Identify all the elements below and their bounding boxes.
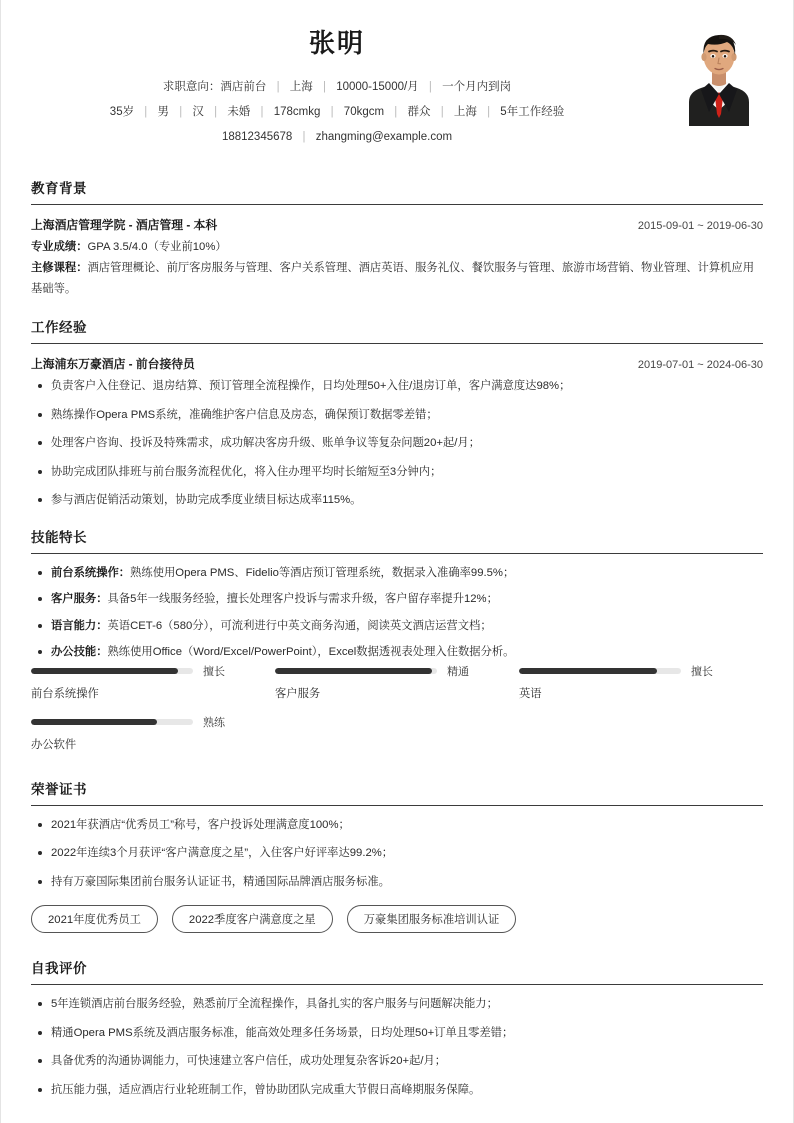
skill-track xyxy=(275,668,437,674)
education-gpa-label: 专业成绩： xyxy=(31,241,88,254)
honor-tag[interactable]: 万豪集团服务标准培训认证 xyxy=(347,905,517,933)
separator-icon: | xyxy=(179,105,183,118)
work-bullet-list xyxy=(31,378,763,510)
honor-tag[interactable]: 2021年度优秀员工 xyxy=(31,905,158,933)
skill-track xyxy=(31,668,193,674)
separator-icon: | xyxy=(440,105,444,118)
section-title-work: 工作经验 xyxy=(31,320,87,336)
list-item: 精通Opera PMS系统及酒店服务标准，能高效处理多任务场景，日均处理50+订单且零差错； xyxy=(31,1025,763,1043)
header-text-block xyxy=(31,28,763,149)
honor-tag[interactable]: 2022季度客户满意度之星 xyxy=(172,905,333,933)
phone-number: 18812345678 xyxy=(221,130,293,143)
skill-bullet-label: 前台系统操作： xyxy=(51,566,131,579)
skill-bar-grid xyxy=(31,664,763,766)
section-divider xyxy=(31,984,763,985)
skill-name-label: 英语 xyxy=(518,687,542,700)
skill-fill xyxy=(31,719,157,725)
skill-bullet-text: 熟练使用Office（Word/Excel/PowerPoint），Excel数据透视表处理入住数据分析。 xyxy=(107,646,515,659)
skill-bar-cell xyxy=(31,664,275,701)
page-title: 张明 xyxy=(308,28,365,58)
section-honors xyxy=(1,778,793,942)
skills-bullet-list xyxy=(31,565,763,662)
section-divider xyxy=(31,204,763,205)
personal-item-4: 178cmkg xyxy=(273,105,321,118)
honors-bullet-list xyxy=(31,817,763,892)
section-divider xyxy=(31,805,763,806)
personal-item-2: 汉 xyxy=(192,105,204,118)
section-divider xyxy=(31,343,763,344)
section-title-summary: 自我评价 xyxy=(31,961,87,977)
work-date-range: 2019-07-01 ~ 2024-06-30 xyxy=(637,359,763,372)
personal-item-0: 35岁 xyxy=(109,105,135,118)
skill-track xyxy=(31,719,193,725)
personal-item-6: 群众 xyxy=(407,105,431,118)
section-skills xyxy=(1,526,793,766)
separator-icon: | xyxy=(330,105,334,118)
job-intent-item-0: 求职意向：酒店前台 xyxy=(162,81,267,94)
list-item: 协助完成团队排班与前台服务流程优化，将入住办理平均时长缩短至3分钟内； xyxy=(31,464,763,482)
skill-bar-row xyxy=(275,664,509,678)
list-item: 5年连锁酒店前台服务经验，熟悉前厅全流程操作，具备扎实的客户服务与问题解决能力； xyxy=(31,996,763,1014)
education-school: 上海酒店管理学院 - 酒店管理 - 本科 xyxy=(31,218,218,233)
skill-bullet-text: 英语CET-6（580分），可流利进行中英文商务沟通，阅读英文酒店运营文档； xyxy=(107,619,492,632)
education-entry-head xyxy=(31,216,763,233)
skill-bullet-label: 办公技能： xyxy=(51,646,108,659)
education-courses-label: 主修课程： xyxy=(31,262,88,275)
list-item: 熟练操作Opera PMS系统，准确维护客户信息及房态，确保预订数据零差错； xyxy=(31,407,763,425)
section-title-skills: 技能特长 xyxy=(31,529,87,545)
job-intent-item-3: 一个月内到岗 xyxy=(442,81,512,94)
skill-bar-row xyxy=(31,715,265,729)
job-intent-item-1: 上海 xyxy=(289,81,313,94)
skill-bar-cell xyxy=(275,664,519,701)
skill-bullet-text: 熟练使用Opera PMS、Fidelio等酒店预订管理系统，数据录入准确率99.5%； xyxy=(130,566,515,579)
job-intent-item-2: 10000-15000/月 xyxy=(336,81,419,94)
personal-info-line xyxy=(31,100,643,125)
separator-icon: | xyxy=(276,81,280,94)
section-education xyxy=(1,177,793,300)
skill-level-label: 擅长 xyxy=(690,665,713,678)
resume-header xyxy=(1,0,793,161)
separator-icon: | xyxy=(428,81,432,94)
skill-bar-row xyxy=(519,664,753,678)
skill-name-label: 客户服务 xyxy=(274,687,321,700)
list-item: 2022年连续3个月获评“客户满意度之星”，入住客户好评率达99.2%； xyxy=(31,845,763,863)
skill-name-label: 前台系统操作 xyxy=(31,687,99,700)
separator-icon: | xyxy=(214,105,218,118)
summary-bullet-list xyxy=(31,996,763,1099)
contact-line xyxy=(31,125,643,150)
skill-bar-cell xyxy=(31,715,275,752)
personal-item-7: 上海 xyxy=(453,105,477,118)
list-item: 处理客户咨询、投诉及特殊需求，成功解决客房升级、账单争议等复杂问题20+起/月； xyxy=(31,435,763,453)
section-work-experience xyxy=(1,316,793,510)
skill-fill xyxy=(31,668,178,674)
list-item: 持有万豪国际集团前台服务认证证书，精通国际品牌酒店服务标准。 xyxy=(31,874,763,892)
education-courses-row xyxy=(31,258,763,300)
separator-icon: | xyxy=(302,130,306,143)
honor-tag-row xyxy=(31,905,763,941)
skill-bar-cell xyxy=(519,664,763,701)
personal-item-1: 男 xyxy=(157,105,169,118)
skill-level-label: 精通 xyxy=(446,665,469,678)
education-courses-value: 酒店管理概论、前厅客房服务与管理、客户关系管理、酒店英语、服务礼仪、餐饮服务与管理、旅游市场营销、物业管理、计算机应用基础等。 xyxy=(31,262,755,296)
list-item: 2021年获酒店“优秀员工”称号，客户投诉处理满意度100%； xyxy=(31,817,763,835)
separator-icon: | xyxy=(323,81,326,94)
skill-track xyxy=(519,668,681,674)
education-gpa-value: GPA 3.5/4.0（专业前10%） xyxy=(87,241,227,254)
education-date-range: 2015-09-01 ~ 2019-06-30 xyxy=(637,220,763,233)
separator-icon: | xyxy=(260,105,264,118)
skill-bar-row xyxy=(31,664,265,678)
separator-icon: | xyxy=(487,105,491,118)
list-item: 负责客户入住登记、退房结算、预订管理全流程操作，日均处理50+入住/退房订单，客户满意度达98%； xyxy=(31,378,763,396)
separator-icon: | xyxy=(394,105,398,118)
list-item: 抗压能力强，适应酒店行业轮班制工作，曾协助团队完成重大节假日高峰期服务保障。 xyxy=(31,1082,763,1100)
work-entry-head xyxy=(31,355,763,372)
separator-icon: | xyxy=(144,105,148,118)
avatar xyxy=(675,18,763,126)
avatar-portrait-icon xyxy=(675,18,763,126)
list-item xyxy=(31,618,763,636)
skill-fill xyxy=(275,668,432,674)
work-company: 上海浦东万豪酒店 - 前台接待员 xyxy=(31,357,195,372)
skill-level-label: 熟练 xyxy=(203,716,225,729)
list-item: 参与酒店促销活动策划，协助完成季度业绩目标达成率115%。 xyxy=(31,492,763,510)
section-divider xyxy=(31,553,763,554)
personal-item-5: 70kgcm xyxy=(343,105,385,118)
skill-fill xyxy=(519,668,657,674)
job-intent-line xyxy=(31,75,643,100)
personal-item-8: 5年工作经验 xyxy=(500,105,565,118)
skill-name-label: 办公软件 xyxy=(31,738,77,751)
skill-bullet-label: 语言能力： xyxy=(51,619,108,632)
email-address: zhangming@example.com xyxy=(315,130,453,143)
list-item xyxy=(31,591,763,609)
list-item xyxy=(31,644,763,662)
section-self-evaluation xyxy=(1,957,793,1099)
skill-bullet-label: 客户服务： xyxy=(51,593,108,606)
section-title-honors: 荣誉证书 xyxy=(31,781,87,797)
education-gpa-row xyxy=(31,237,763,258)
section-title-education: 教育背景 xyxy=(31,181,87,197)
list-item: 具备优秀的沟通协调能力，可快速建立客户信任，成功处理复杂客诉20+起/月； xyxy=(31,1053,763,1071)
personal-item-3: 未婚 xyxy=(227,105,251,118)
skill-bullet-text: 具备5年一线服务经验，擅长处理客户投诉与需求升级，客户留存率提升12%； xyxy=(107,593,498,606)
list-item xyxy=(31,565,763,583)
skill-level-label: 擅长 xyxy=(203,665,225,678)
